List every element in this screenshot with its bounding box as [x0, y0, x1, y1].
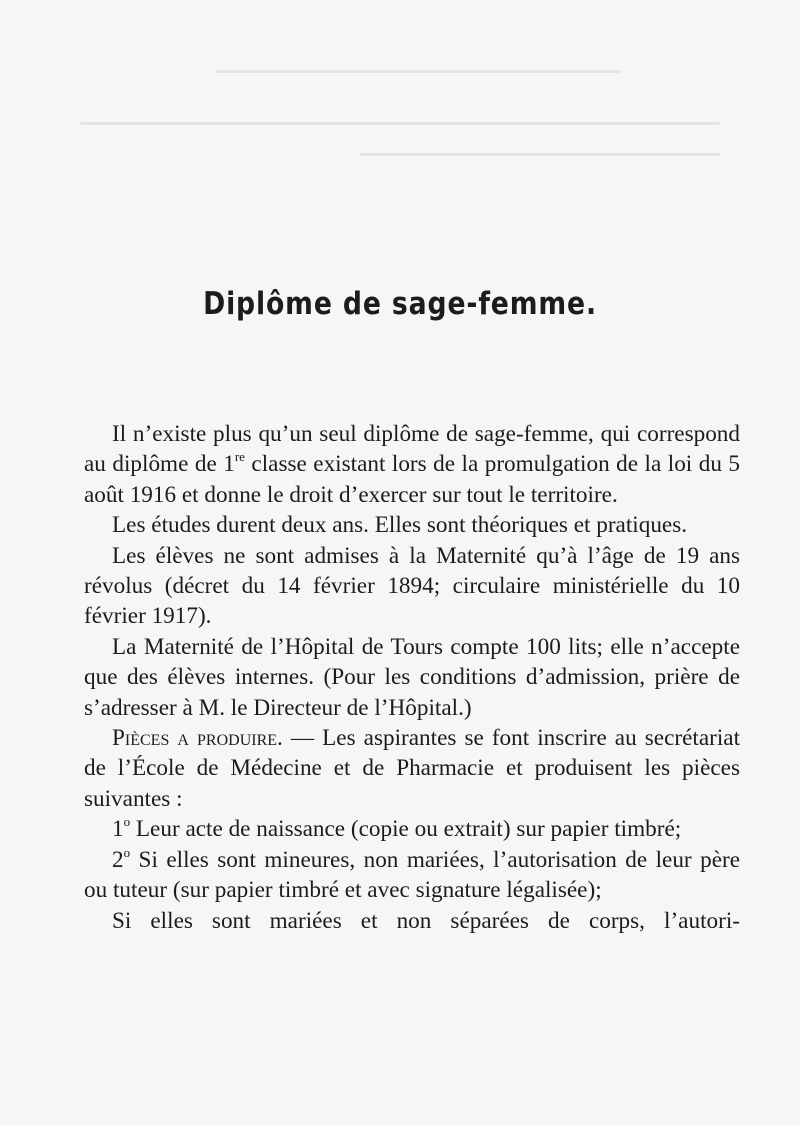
paragraph-maternity: La Maternité de l’Hôpital de Tours compte 100 lits; elle n’accepte que des élèves internes. (Pour les conditions d’admission, prière de s’adresser à M. le Directeur de l’Hôpital.): [84, 633, 740, 721]
bleed-through-text: [0, 0, 800, 200]
section-lead: Pièces a produire.: [112, 725, 283, 752]
paragraph-admission-age: Les élèves ne sont admises à la Maternité qu’à l’âge de 19 ans révolus (décret du 14 février 1894; circulaire ministérielle du 10 février 1917).: [84, 542, 740, 630]
paragraph-item-2: 2$^o$ Si elles sont mineures, non mariées, l’autorisation de leur père ou tuteur (sur papier timbré et avec signature légalisée);: [84, 844, 740, 904]
paragraph-item-1: 1$^o$ Leur acte de naissance (copie ou extrait) sur papier timbré;: [112, 814, 682, 843]
paragraph-documents: Pièces a produire. — Les aspirantes se font inscrire au secrétariat de l’École de Médecine et de Pharmacie et produisent les pièces suivantes :: [84, 725, 741, 812]
paragraph-duration: Les études durent deux ans. Elles sont théoriques et pratiques.: [112, 512, 688, 539]
body-text: [84, 419, 740, 936]
page-title: Diplôme de sage-femme.: [203, 286, 597, 322]
paragraph-married: Si elles sont mariées et non séparées de corps, l’autori-: [112, 907, 740, 934]
paragraph-intro: Il n’existe plus qu’un seul diplôme de sage-femme, qui correspond au diplôme de 1re classe existant lors de la promulgation de la loi du 5 août 1916 et donne le droit d’exercer sur tout le territoire.: [84, 421, 740, 508]
